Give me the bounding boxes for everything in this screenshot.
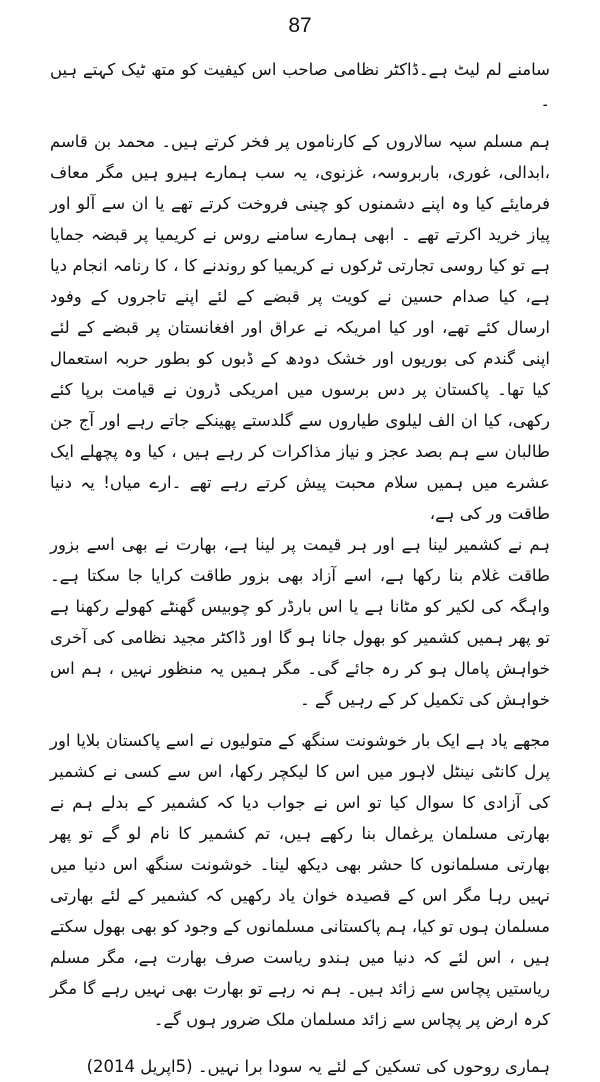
paragraph-3: ہم نے کشمیر لینا ہے اور ہر قیمت پر لینا ہے، بھارت نے بھی اسے بزور طاقت غلام بنا رکھا ہے، اسے آزاد بھی بزور طاقت کرایا جا سکتا ہے۔ واہگہ کی لکیر کو مٹانا ہے یا اس بارڈر کو چوبیس گھنٹے کھولے رکھنا ہے تو پھر ہمیں کشمیر کو بھول جانا ہو گا اور ڈاکٹر مجید نظامی کی آخری خواہش پامال ہو کر رہ جائے گی۔ مگر ہمیں یہ منظور نہیں ، ہم اس خواہش کی تکمیل کر کے رہیں گے ۔ (50, 535, 550, 709)
paragraph-4: مجھے یاد ہے ایک بار خوشونت سنگھ کے متولیوں نے اسے پاکستان بلایا اور پرل کانٹی نینٹل لاہور میں اس کا لیکچر رکھا، اس سے کسی نے کشمیر کی آزادی کا سوال کیا تو اس نے جواب دیا کہ کشمیر کے بدلے ہم نے بھارتی مسلمان یرغمال بنا رکھے ہیں، تم کشمیر کا نام لو گے تو پھر بھارتی مسلمانوں کا حشر بھی دیکھ لینا۔ خوشونت سنگھ اس دنیا میں نہیں رہا مگر اس کے قصیدہ خوان یاد رکھیں کہ کشمیر کے لئے بھارتی مسلمان ہوں تو کیا، ہم پاکستانی مسلمانوں کے وجود کو بھی بھول سکتے ہیں ، اس لئے کہ دنیا میں ہندو ریاست صرف بھارت ہے، مگر مسلم ریاستیں پچاس سے زائد ہیں۔ ہم نہ رہے تو بھارت بھی نہیں رہے گا مگر کرہ ارض پر پچاس سے زائد مسلمان ملک ضرور ہوں گے۔ (50, 731, 551, 1029)
article-body (50, 54, 550, 1082)
closing-line: ہماری روحوں کی تسکین کے لئے یہ سودا برا نہیں۔ (5اپریل 2014) (86, 1057, 550, 1076)
paragraph-2: ہم مسلم سپہ سالاروں کے کارناموں پر فخر کرتے ہیں۔ محمد بن قاسم ،ابدالی، غوری، باربروسہ، غزنوی، یہ سب ہمارے ہیرو ہیں مگر معاف فرمایئے کیا وہ اپنے دشمنوں کو چینی فروخت کرتے تھے یا ان سے آلو اور پیاز خرید اکرتے تھے ۔ ابھی ہمارے سامنے روس نے کریمیا پر قبضہ جمایا ہے تو کیا روسی تجارتی ٹرکوں نے کریمیا کو روندنے کا ، کا رنامہ انجام دیا ہے، کیا صدام حسین نے کویت پر قبضے کے لئے اپنے تاجروں کے وفود ارسال کئے تھے، اور کیا امریکہ نے عراق اور افغانستان پر قبضے کے لئے اپنی گندم کی بوریوں اور خشک دودھ کے ڈبوں کو بطور حربہ استعمال کیا تھا۔ پاکستان پر دس برسوں میں امریکی ڈرون نے قیامت برپا کئے رکھی، کیا ان الف لیلوی طیاروں سے گلدستے پھینکے جاتے رہے اور آج جن طالبان سے ہم بصد عجز و نیاز مذاکرات کر رہے ہیں ، کیا وہ پچھلے ایک عشرے میں ہمیں سلام محبت پیش کرتے رہے تھے ۔ارے میاں! یہ دنیا طاقت ور کی ہے، (50, 132, 550, 523)
page-number: 87 (288, 14, 312, 37)
paragraph-1: سامنے لم لیٹ ہے۔ڈاکٹر نظامی صاحب اس کیفیت کو متھ ٹیک کہتے ہیں ۔ (50, 60, 550, 110)
